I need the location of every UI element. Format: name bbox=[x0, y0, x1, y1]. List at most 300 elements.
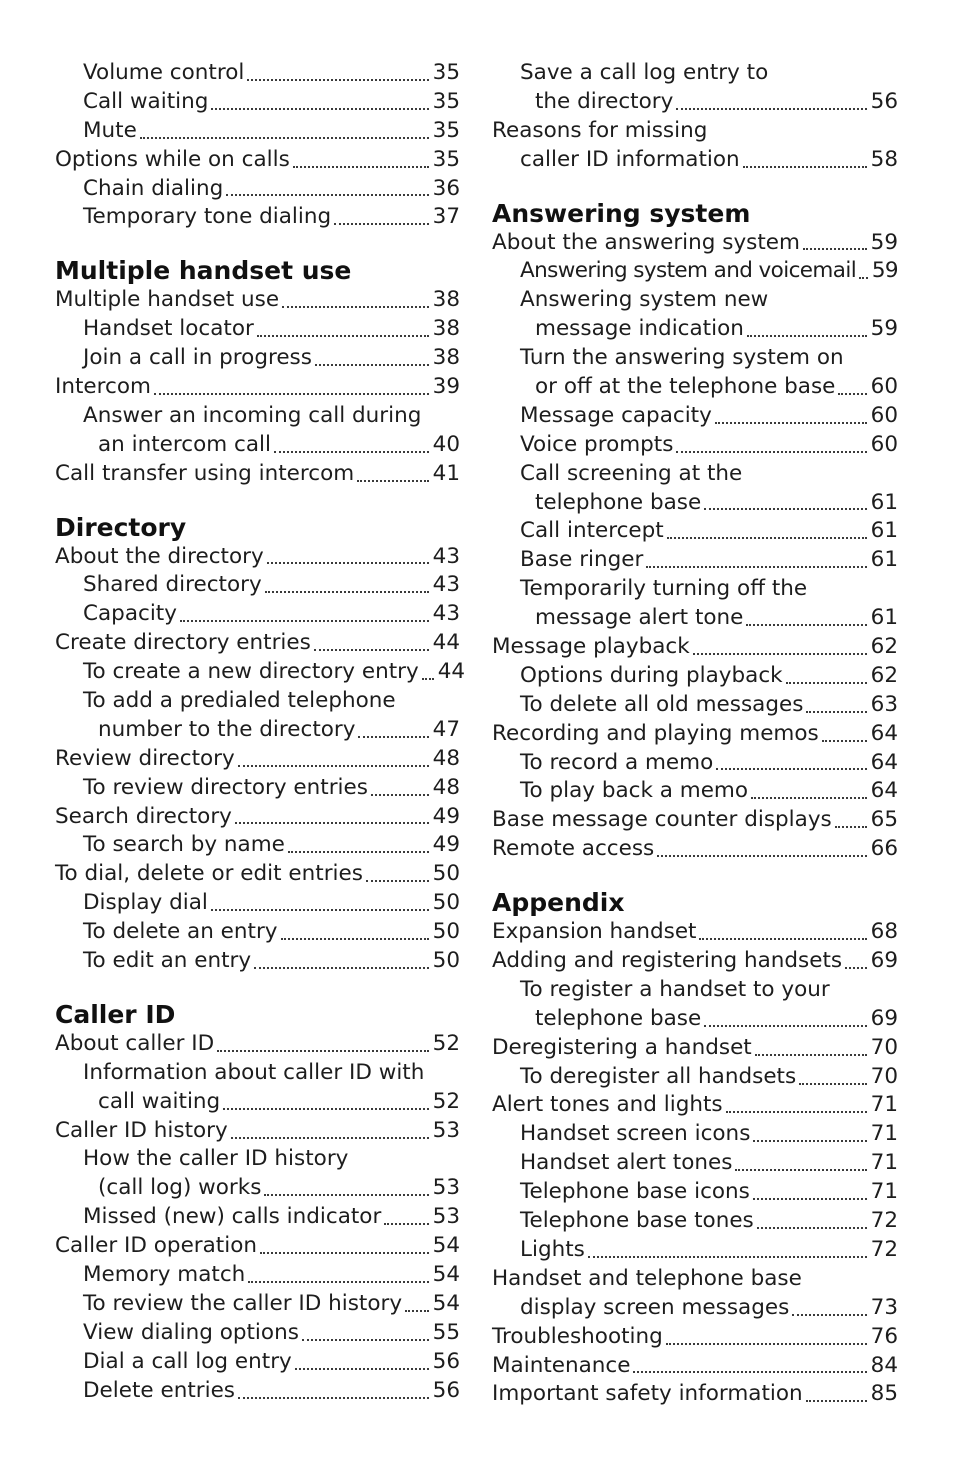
leader-dots bbox=[302, 1338, 429, 1341]
leader-dots bbox=[248, 1280, 428, 1283]
entry-title: Maintenance bbox=[492, 1352, 631, 1378]
leader-dots bbox=[715, 421, 867, 424]
toc-entry[interactable] bbox=[55, 1174, 460, 1203]
toc-section-answering-system bbox=[492, 199, 898, 865]
page-number: 44 bbox=[432, 630, 460, 656]
page-number: 50 bbox=[432, 948, 460, 974]
toc-entry[interactable] bbox=[492, 1352, 898, 1381]
toc-entry[interactable] bbox=[55, 889, 460, 918]
page-number: 60 bbox=[870, 402, 898, 428]
leader-dots bbox=[384, 1222, 428, 1225]
entry-title: display screen messages bbox=[520, 1294, 790, 1320]
toc-entry[interactable] bbox=[492, 720, 898, 749]
page-number: 61 bbox=[870, 518, 898, 544]
entry-title: To review the caller ID history bbox=[83, 1290, 403, 1316]
page-number: 71 bbox=[870, 1179, 898, 1205]
leader-dots bbox=[217, 1049, 429, 1052]
leader-dots bbox=[699, 937, 866, 940]
leader-dots bbox=[238, 764, 429, 767]
page-number: 64 bbox=[870, 749, 898, 775]
page-number: 55 bbox=[432, 1319, 460, 1345]
leader-dots bbox=[238, 1396, 429, 1399]
leader-dots bbox=[755, 1053, 867, 1056]
page-number: 71 bbox=[870, 1092, 898, 1118]
toc-entry bbox=[492, 575, 898, 604]
leader-dots bbox=[845, 966, 867, 969]
toc-entry[interactable] bbox=[492, 1063, 898, 1092]
toc-entry bbox=[492, 344, 898, 373]
entry-title: Chain dialing bbox=[83, 175, 224, 201]
toc-entry[interactable] bbox=[492, 604, 898, 633]
toc-entry[interactable] bbox=[55, 59, 460, 88]
page-number: 61 bbox=[870, 489, 898, 515]
section-heading: Answering system bbox=[492, 198, 751, 228]
leader-dots bbox=[405, 1309, 429, 1312]
toc-entry[interactable] bbox=[55, 918, 460, 947]
leader-dots bbox=[666, 1342, 867, 1345]
leader-dots bbox=[334, 222, 428, 225]
leader-dots bbox=[274, 450, 429, 453]
entry-title: or off at the telephone base bbox=[535, 374, 836, 399]
toc-section-multiple-handset bbox=[55, 256, 460, 488]
toc-section bbox=[492, 59, 898, 175]
entry-title: To dial, delete or edit entries bbox=[55, 861, 363, 887]
page-number: 44 bbox=[437, 659, 466, 685]
toc-entry[interactable] bbox=[55, 1203, 460, 1232]
toc-entry[interactable] bbox=[492, 373, 898, 402]
leader-dots bbox=[822, 739, 867, 742]
page-number: 48 bbox=[432, 745, 460, 771]
toc-entry[interactable] bbox=[492, 777, 898, 806]
leader-dots bbox=[743, 165, 867, 168]
toc-entry[interactable] bbox=[55, 1088, 460, 1117]
toc-entry[interactable] bbox=[55, 1348, 460, 1377]
leader-dots bbox=[293, 165, 429, 168]
leader-dots bbox=[315, 363, 429, 366]
page-number: 73 bbox=[870, 1294, 898, 1320]
toc-entry[interactable] bbox=[55, 344, 460, 373]
page-number: 49 bbox=[432, 803, 460, 829]
leader-dots bbox=[786, 681, 867, 684]
toc-entry[interactable] bbox=[492, 1294, 898, 1323]
entry-title: Display dial bbox=[83, 890, 208, 916]
page-number: 72 bbox=[870, 1236, 898, 1262]
entry-title: Delete entries bbox=[83, 1377, 236, 1403]
leader-dots bbox=[716, 767, 866, 770]
toc-entry[interactable] bbox=[492, 402, 898, 431]
page-number: 61 bbox=[870, 605, 898, 631]
leader-dots bbox=[704, 1024, 866, 1027]
entry-title: Turn the answering system on bbox=[520, 345, 844, 371]
leader-dots bbox=[751, 796, 867, 799]
toc-entry bbox=[492, 286, 898, 315]
entry-title: How the caller ID history bbox=[83, 1146, 349, 1172]
entry-title: Capacity bbox=[83, 601, 177, 627]
page-number: 69 bbox=[870, 1005, 898, 1031]
entry-title: Recording and playing memos bbox=[492, 720, 819, 746]
page-number: 53 bbox=[432, 1204, 460, 1230]
entry-title: Review directory bbox=[55, 745, 235, 771]
toc-entry[interactable] bbox=[492, 918, 898, 947]
leader-dots bbox=[357, 479, 428, 482]
toc-entry[interactable] bbox=[55, 716, 460, 745]
leader-dots bbox=[257, 334, 429, 337]
page-number: 35 bbox=[432, 146, 460, 172]
leader-dots bbox=[358, 735, 428, 738]
page-number: 65 bbox=[870, 807, 898, 833]
toc-entry[interactable] bbox=[492, 489, 898, 518]
toc-left-column bbox=[55, 59, 466, 1406]
toc-entry[interactable] bbox=[55, 431, 460, 460]
page-number: 76 bbox=[870, 1323, 898, 1349]
toc-entry[interactable] bbox=[55, 774, 460, 803]
toc-entry[interactable] bbox=[55, 117, 460, 146]
entry-title: Handset screen icons bbox=[520, 1121, 751, 1147]
toc-entry[interactable] bbox=[492, 835, 898, 864]
toc-entry[interactable] bbox=[55, 88, 460, 117]
leader-dots bbox=[838, 392, 866, 395]
leader-dots bbox=[726, 1110, 867, 1113]
toc-entry[interactable] bbox=[492, 1149, 898, 1178]
entry-title: Base message counter displays bbox=[492, 807, 832, 833]
page-number: 38 bbox=[432, 316, 460, 342]
page-number: 54 bbox=[432, 1233, 460, 1259]
entry-title: Call transfer using intercom bbox=[55, 460, 355, 486]
page-number: 37 bbox=[432, 204, 460, 230]
entry-title: Dial a call log entry bbox=[83, 1348, 292, 1374]
entry-title: message alert tone bbox=[535, 605, 744, 631]
toc-entry[interactable] bbox=[492, 431, 898, 460]
page-number: 70 bbox=[870, 1063, 898, 1089]
toc-entry[interactable] bbox=[492, 88, 898, 117]
entry-title: Volume control bbox=[83, 59, 245, 85]
page-number: 71 bbox=[870, 1150, 898, 1176]
leader-dots bbox=[753, 1197, 867, 1200]
page-number: 85 bbox=[870, 1381, 898, 1407]
page-number: 53 bbox=[432, 1175, 460, 1201]
leader-dots bbox=[366, 879, 429, 882]
leader-dots bbox=[180, 619, 429, 622]
page-number: 53 bbox=[432, 1117, 460, 1143]
toc-entry[interactable] bbox=[55, 658, 466, 687]
leader-dots bbox=[806, 710, 866, 713]
leader-dots bbox=[223, 1107, 428, 1110]
entry-title: Temporary tone dialing bbox=[83, 204, 332, 230]
entry-title: To add a predialed telephone bbox=[83, 688, 396, 714]
toc-entry[interactable] bbox=[55, 1030, 460, 1059]
page-number: 68 bbox=[870, 919, 898, 945]
entry-title: To register a handset to your bbox=[520, 976, 830, 1002]
leader-dots bbox=[254, 966, 429, 969]
entry-title: Voice prompts bbox=[520, 431, 674, 457]
entry-title: Troubleshooting bbox=[492, 1323, 663, 1349]
leader-dots bbox=[646, 565, 866, 568]
page-number: 56 bbox=[432, 1377, 460, 1403]
entry-title: Save a call log entry to bbox=[520, 59, 769, 85]
toc-entry[interactable] bbox=[492, 1178, 898, 1207]
page-number: 47 bbox=[432, 716, 460, 742]
toc-entry[interactable] bbox=[492, 1034, 898, 1063]
entry-title: To play back a memo bbox=[520, 778, 749, 804]
toc-entry[interactable] bbox=[55, 146, 460, 175]
toc-entry[interactable] bbox=[55, 860, 460, 889]
toc-entry[interactable] bbox=[492, 1005, 898, 1034]
section-heading: Caller ID bbox=[55, 999, 176, 1029]
leader-dots bbox=[588, 1255, 867, 1258]
page-number: 43 bbox=[432, 572, 460, 598]
entry-title: Message playback bbox=[492, 634, 690, 660]
toc-entry[interactable] bbox=[55, 600, 460, 629]
leader-dots bbox=[633, 1370, 866, 1373]
entry-title: telephone base bbox=[535, 1005, 702, 1031]
toc-entry[interactable] bbox=[55, 286, 460, 315]
entry-title: To delete an entry bbox=[83, 919, 278, 945]
page-number: 50 bbox=[432, 861, 460, 887]
toc-entry[interactable] bbox=[492, 947, 898, 976]
leader-dots bbox=[265, 590, 429, 593]
page-number: 35 bbox=[432, 59, 460, 85]
section-heading: Multiple handset use bbox=[55, 256, 352, 286]
entry-title: Telephone base tones bbox=[520, 1208, 754, 1234]
leader-dots bbox=[295, 1367, 429, 1370]
entry-title: Lights bbox=[520, 1236, 585, 1262]
page-number: 62 bbox=[870, 634, 898, 660]
toc-entry[interactable] bbox=[55, 1377, 460, 1406]
toc-entry[interactable] bbox=[55, 1232, 460, 1261]
entry-title: To edit an entry bbox=[83, 948, 252, 974]
toc-entry[interactable] bbox=[55, 947, 460, 976]
page-number: 50 bbox=[432, 919, 460, 945]
toc-entry[interactable] bbox=[55, 571, 460, 600]
entry-title: Caller ID operation bbox=[55, 1233, 257, 1259]
toc-entry[interactable] bbox=[55, 175, 460, 204]
entry-title: Search directory bbox=[55, 803, 232, 829]
entry-title: Multiple handset use bbox=[55, 287, 280, 313]
toc-entry[interactable] bbox=[55, 831, 460, 860]
entry-title: Base ringer bbox=[520, 547, 644, 573]
page-number: 63 bbox=[870, 691, 898, 717]
page-number: 36 bbox=[432, 175, 460, 201]
page-number: 40 bbox=[432, 431, 460, 457]
toc-entry[interactable] bbox=[55, 1319, 460, 1348]
leader-dots bbox=[314, 648, 429, 651]
toc-entry[interactable] bbox=[492, 315, 898, 344]
leader-dots bbox=[154, 392, 429, 395]
toc-entry[interactable] bbox=[55, 315, 460, 344]
entry-title: Adding and registering handsets bbox=[492, 948, 843, 974]
page-number: 35 bbox=[432, 88, 460, 114]
toc-entry[interactable] bbox=[492, 749, 898, 778]
page-number: 84 bbox=[870, 1352, 898, 1378]
entry-title: the directory bbox=[535, 88, 674, 114]
toc-section-directory bbox=[55, 512, 466, 976]
page-number: 38 bbox=[432, 345, 460, 371]
page-number: 49 bbox=[432, 832, 460, 858]
entry-title: To search by name bbox=[83, 832, 285, 858]
entry-title: To create a new directory entry bbox=[83, 659, 419, 685]
leader-dots bbox=[657, 854, 866, 857]
page-number: 43 bbox=[432, 543, 460, 569]
toc-entry[interactable] bbox=[492, 1207, 898, 1236]
page-number: 54 bbox=[432, 1262, 460, 1288]
toc-entry bbox=[492, 460, 898, 489]
page-number: 50 bbox=[432, 890, 460, 916]
entry-title: Missed (new) calls indicator bbox=[83, 1204, 382, 1230]
toc-entry[interactable] bbox=[55, 629, 460, 658]
toc-entry[interactable] bbox=[55, 1261, 460, 1290]
entry-title: number to the directory bbox=[98, 716, 356, 742]
page-number: 64 bbox=[870, 778, 898, 804]
leader-dots bbox=[835, 825, 867, 828]
leader-dots bbox=[231, 1136, 429, 1139]
leader-dots bbox=[806, 1399, 867, 1402]
entry-title: Create directory entries bbox=[55, 630, 311, 656]
entry-title: About the directory bbox=[55, 543, 264, 569]
leader-dots bbox=[667, 536, 867, 539]
toc-entry[interactable] bbox=[492, 806, 898, 835]
entry-title: Memory match bbox=[83, 1262, 246, 1288]
entry-title: Answering system and voicemail bbox=[520, 258, 857, 284]
leader-dots bbox=[260, 1251, 429, 1254]
leader-dots bbox=[371, 793, 429, 796]
toc-entry bbox=[55, 1059, 460, 1088]
toc-section bbox=[55, 59, 460, 232]
leader-dots bbox=[235, 821, 429, 824]
leader-dots bbox=[676, 450, 866, 453]
leader-dots bbox=[746, 623, 866, 626]
page-number: 54 bbox=[432, 1290, 460, 1316]
toc-entry[interactable] bbox=[492, 1120, 898, 1149]
toc-right-column bbox=[492, 59, 898, 1409]
page-number: 52 bbox=[432, 1030, 460, 1056]
entry-title: (call log) works bbox=[98, 1175, 262, 1201]
page-number: 39 bbox=[432, 374, 460, 399]
page-number: 69 bbox=[870, 948, 898, 974]
toc-entry[interactable] bbox=[55, 460, 460, 489]
page-number: 60 bbox=[870, 374, 898, 399]
page-number: 70 bbox=[870, 1034, 898, 1060]
toc-entry[interactable] bbox=[492, 662, 898, 691]
section-heading: Directory bbox=[55, 512, 187, 542]
toc-entry bbox=[492, 1265, 898, 1294]
leader-dots bbox=[140, 136, 429, 139]
leader-dots bbox=[211, 908, 429, 911]
page-number: 56 bbox=[432, 1348, 460, 1374]
leader-dots bbox=[288, 850, 429, 853]
leader-dots bbox=[747, 334, 867, 337]
page-number: 72 bbox=[870, 1208, 898, 1234]
leader-dots bbox=[792, 1313, 866, 1316]
leader-dots bbox=[693, 652, 867, 655]
toc-entry[interactable] bbox=[55, 373, 460, 402]
entry-title: Deregistering a handset bbox=[492, 1034, 752, 1060]
toc-entry[interactable] bbox=[492, 229, 898, 258]
toc-section-caller-id bbox=[55, 1000, 460, 1406]
entry-title: Answering system new bbox=[520, 287, 769, 313]
page-number: 35 bbox=[432, 117, 460, 143]
toc-entry bbox=[55, 402, 460, 431]
toc-entry[interactable] bbox=[55, 803, 460, 832]
page-number: 59 bbox=[871, 258, 898, 284]
leader-dots bbox=[735, 1168, 866, 1171]
entry-title: caller ID information bbox=[520, 146, 740, 172]
entry-title: Call waiting bbox=[83, 88, 209, 114]
toc-entry[interactable] bbox=[492, 1092, 898, 1121]
page-number: 71 bbox=[870, 1121, 898, 1147]
page-number: 61 bbox=[870, 547, 898, 573]
leader-dots bbox=[247, 78, 428, 81]
page-number: 66 bbox=[870, 836, 898, 862]
toc-entry[interactable] bbox=[492, 517, 898, 546]
entry-title: Important safety information bbox=[492, 1381, 803, 1407]
entry-title: Information about caller ID with bbox=[83, 1059, 425, 1085]
page-number: 64 bbox=[870, 720, 898, 746]
page-number: 41 bbox=[432, 460, 460, 486]
entry-title: To review directory entries bbox=[83, 774, 368, 800]
page-number: 59 bbox=[870, 229, 898, 255]
page-number: 38 bbox=[432, 287, 460, 313]
entry-title: About caller ID bbox=[55, 1030, 215, 1056]
toc-entry bbox=[55, 687, 460, 716]
toc-entry[interactable] bbox=[55, 543, 460, 572]
page-number: 52 bbox=[432, 1088, 460, 1114]
leader-dots bbox=[757, 1226, 867, 1229]
toc-entry[interactable] bbox=[55, 1117, 460, 1146]
leader-dots bbox=[704, 507, 866, 510]
toc-entry[interactable] bbox=[55, 745, 460, 774]
page-number: 62 bbox=[870, 662, 898, 688]
entry-title: Join a call in progress bbox=[83, 345, 312, 371]
toc-entry[interactable] bbox=[55, 203, 460, 232]
leader-dots bbox=[267, 561, 429, 564]
entry-title: Call intercept bbox=[520, 518, 664, 544]
toc-entry[interactable] bbox=[492, 633, 898, 662]
page-number: 48 bbox=[432, 774, 460, 800]
entry-title: Handset locator bbox=[83, 316, 254, 342]
entry-title: Expansion handset bbox=[492, 919, 697, 945]
toc-entry bbox=[55, 1146, 460, 1175]
entry-title: Remote access bbox=[492, 836, 655, 862]
entry-title: an intercom call bbox=[98, 431, 271, 457]
toc-entry[interactable] bbox=[55, 1290, 460, 1319]
toc-section-appendix bbox=[492, 888, 898, 1409]
toc-entry[interactable] bbox=[492, 1380, 898, 1409]
leader-dots bbox=[281, 937, 429, 940]
toc-entry[interactable] bbox=[492, 546, 898, 575]
entry-title: About the answering system bbox=[492, 229, 800, 255]
page-number: 43 bbox=[432, 601, 460, 627]
toc-entry[interactable] bbox=[492, 146, 898, 175]
toc-entry[interactable] bbox=[492, 1323, 898, 1352]
leader-dots bbox=[676, 107, 866, 110]
page-number: 56 bbox=[870, 88, 898, 114]
leader-dots bbox=[282, 305, 429, 308]
entry-title: Telephone base icons bbox=[520, 1179, 750, 1205]
toc-entry[interactable] bbox=[492, 691, 898, 720]
entry-title: Options during playback bbox=[520, 662, 783, 688]
entry-title: Caller ID history bbox=[55, 1117, 228, 1143]
entry-title: To deregister all handsets bbox=[520, 1063, 797, 1089]
entry-title: View dialing options bbox=[83, 1319, 299, 1345]
toc-entry[interactable] bbox=[492, 1236, 898, 1265]
entry-title: call waiting bbox=[98, 1088, 221, 1114]
leader-dots bbox=[859, 276, 868, 279]
toc-entry bbox=[492, 117, 898, 146]
section-heading: Appendix bbox=[492, 888, 625, 918]
leader-dots bbox=[226, 193, 428, 196]
toc-entry[interactable] bbox=[492, 257, 898, 286]
entry-title: Handset alert tones bbox=[520, 1150, 733, 1176]
